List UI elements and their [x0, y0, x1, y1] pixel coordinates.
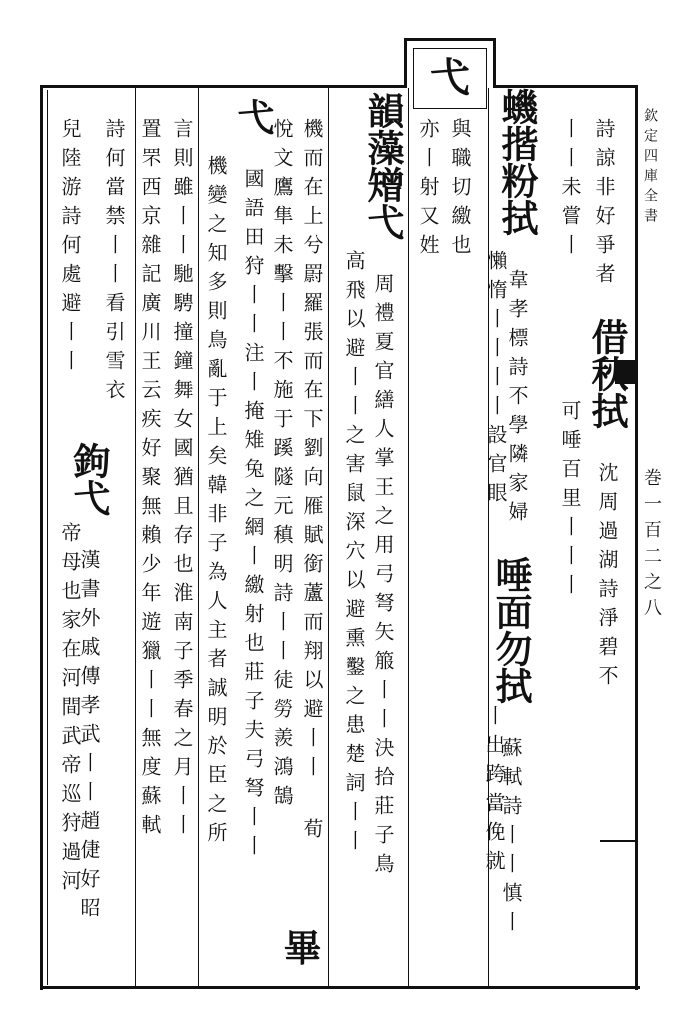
tab-inner-top	[413, 48, 487, 49]
text-column	[60, 118, 80, 379]
text-column	[344, 250, 364, 859]
column-text: 蘇軾詩丨丨慎丨	[499, 737, 523, 940]
text-column	[140, 118, 160, 843]
left-border-inner	[47, 90, 48, 985]
column-text: 丨出跨當俛就	[482, 705, 506, 879]
column-text: 荀	[300, 818, 324, 847]
column-text: 可唾百里丨丨丨	[558, 400, 582, 603]
column-text: 帝母也家在河間武帝巡狩過河	[58, 522, 82, 899]
text-column	[594, 118, 614, 292]
column-text: 沈周過湖詩淨碧不	[595, 462, 619, 694]
headword: 鉤弋	[67, 442, 111, 516]
column-text: 與職切繳也	[448, 118, 472, 263]
column-text: 詩諒非好爭者	[592, 118, 616, 292]
column-text: 亦丨射又姓	[416, 118, 440, 263]
tab-inner-right	[486, 48, 487, 108]
text-column	[486, 250, 506, 511]
column-text: 詩何當禁丨丨看引雪衣	[102, 118, 126, 408]
column-text: 高飛以避丨丨之害鼠深穴以避熏鑿之患楚詞丨丨	[342, 250, 366, 859]
text-column	[450, 118, 470, 263]
text-column	[560, 400, 580, 603]
text-column	[560, 118, 580, 263]
text-column	[418, 118, 438, 263]
column-text: 機變之知多則鳥亂于上矣韓非子為人主者誠明於臣之所	[204, 155, 228, 851]
edge-fragment: 欽定四庫全書	[642, 108, 658, 228]
tab-inner-bottom	[413, 108, 487, 109]
text-column	[585, 318, 629, 694]
margin-title: 巻一百二之八	[641, 468, 662, 624]
column-text: 機而在上兮罻羅張而在下劉向雁賦銜蘆而翔以避丨丨	[300, 118, 324, 785]
left-border	[40, 85, 43, 990]
text-column	[272, 118, 292, 814]
text-column	[231, 98, 275, 864]
tab-outer-left	[404, 38, 407, 88]
column-divider	[198, 88, 199, 986]
column-text: 兒陸游詩何處避丨丨	[58, 118, 82, 379]
column-text: 漢書外戚傳孝武丨丨趙倢好昭	[77, 549, 101, 926]
text-column	[60, 522, 80, 899]
text-column	[361, 92, 405, 882]
margin-rule-bottom	[600, 840, 638, 842]
column-text: 懶惰丨丨丨丨設官眼	[484, 250, 508, 511]
column-text: 置罘西京雜記廣川王云疾好聚無賴少年遊獵丨丨無度蘇軾	[138, 118, 162, 843]
column-text: 周禮夏官繕人掌王之用弓弩矢箙丨丨決拾莊子鳥	[371, 273, 395, 882]
bottom-border	[40, 986, 640, 989]
column-divider	[328, 88, 329, 986]
headword: 借秋拭	[585, 318, 629, 429]
text-column	[302, 118, 322, 847]
tab-outer-right	[493, 38, 496, 88]
tab-outer-top	[404, 38, 496, 41]
text-column	[172, 118, 192, 843]
headword: 蟣揩粉拭	[495, 88, 539, 236]
tab-inner-left	[413, 48, 414, 108]
column-text: 悅文鷹隼未擊丨丨不施于蹊隧元稹明詩丨丨徒勞羨鴻鵠	[270, 118, 294, 814]
top-border-left	[42, 85, 404, 88]
text-column	[104, 118, 124, 408]
headword: 弋	[231, 98, 275, 135]
headword: 畢	[284, 926, 321, 970]
column-text: 丨丨未嘗丨	[558, 118, 582, 263]
headword: 韻藻矰弋	[361, 92, 405, 240]
header-char: 弋	[430, 54, 470, 101]
text-column	[206, 155, 226, 851]
column-text: 韋孝標詩不學隣家婦	[505, 269, 529, 530]
column-divider	[408, 88, 409, 986]
headword: 唾面勿拭	[489, 556, 533, 704]
column-divider	[135, 88, 136, 986]
column-text: 言則雖丨丨馳騁撞鐘舞女國猶且存也淮南子季春之月丨丨	[170, 118, 194, 843]
text-column	[484, 705, 504, 879]
column-text: 國語田狩丨丨注丨掩雉兔之網丨繳射也莊子夫弓弩丨丨	[241, 168, 265, 864]
